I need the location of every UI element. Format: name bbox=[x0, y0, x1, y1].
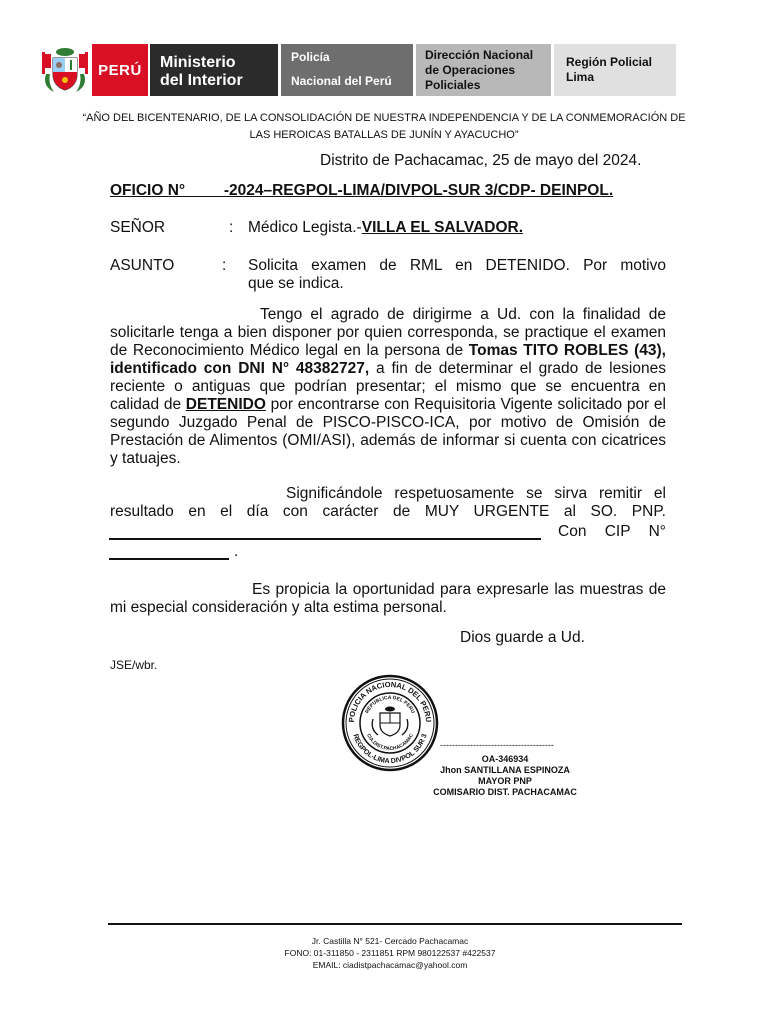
signature-block bbox=[420, 754, 590, 798]
signature-line: -------------------------------------- bbox=[440, 740, 554, 750]
region-line1: Región Policial bbox=[566, 55, 653, 69]
coat-of-arms-logo bbox=[38, 44, 92, 96]
closing-line: Dios guarde a Ud. bbox=[460, 629, 585, 646]
region-line2: Lima bbox=[566, 70, 595, 84]
peru-label: PERÚ bbox=[92, 44, 148, 96]
year-motto bbox=[60, 110, 708, 144]
direction-line3: Policiales bbox=[425, 78, 481, 92]
senor-colon: : bbox=[229, 219, 234, 236]
p1-text-c: por encontrarse con Requisitoria Vigente solicitado por el segundo Juzgado Penal de PISCO-PISCO-ICA, por motivo de Omisión de Prestación de Alimentos (OMI/ASI), además de informar si cuenta con cicatrices y tatuajes. bbox=[110, 396, 666, 467]
police-line1: Policía bbox=[291, 50, 330, 64]
direction-line1: Dirección Nacional bbox=[425, 48, 534, 62]
signature-title: COMISARIO DIST. PACHACAMAC bbox=[433, 787, 577, 797]
body-paragraph-2: Significándole respetuosamente se sirva remitir el resultado en el día con carácter de MUY URGENTE al SO. PNP. bbox=[110, 485, 666, 520]
oficio-number: OFICIO N° -2024–REGPOL-LIMA/DIVPOL-SUR 3/CDP- DEINPOL. bbox=[110, 182, 614, 199]
body-paragraph-3: Es propicia la oportunidad para expresarle las muestras de mi especial consideración y alta estima personal. bbox=[110, 581, 666, 616]
coat-of-arms-icon bbox=[38, 44, 92, 96]
direction-label bbox=[416, 44, 551, 96]
police-line2: Nacional del Perú bbox=[291, 74, 392, 88]
blank-name-line bbox=[109, 538, 541, 540]
asunto-value bbox=[248, 257, 666, 293]
signature-name: Jhon SANTILLANA ESPINOZA bbox=[440, 765, 570, 775]
motto-line1: “AÑO DEL BICENTENARIO, DE LA CONSOLIDACIÓN DE NUESTRA INDEPENDENCIA Y DE LA CONMEMORACIÓN DE bbox=[82, 112, 686, 124]
ministry-label bbox=[150, 44, 278, 96]
footer-address: Jr. Castilla N° 521- Cercado Pachacamac bbox=[311, 936, 469, 946]
p1-person: Tomas TITO ROBLES (43), identificado con DNI N° 48382727, bbox=[110, 342, 666, 377]
senor-value bbox=[248, 219, 523, 237]
senor-value-strong: VILLA EL SALVADOR. bbox=[361, 219, 524, 236]
signature-rank: MAYOR PNP bbox=[478, 776, 532, 786]
stamp-outer-text: POLICIA NACIONAL DEL PERU bbox=[346, 679, 434, 723]
cip-period: . bbox=[234, 543, 239, 560]
signature-cip: OA-346934 bbox=[481, 754, 529, 764]
asunto-colon: : bbox=[222, 257, 227, 274]
footer-phone: FONO: 01-311850 - 2311851 RPM 980122537 #422537 bbox=[284, 948, 496, 958]
asunto-line1: Solicita examen de RML en DETENIDO. Por motivo bbox=[248, 257, 666, 274]
initials: JSE/wbr. bbox=[110, 658, 158, 672]
body-paragraph-1 bbox=[110, 306, 666, 468]
stamp-inner-text: REPUBLICA DEL PERU bbox=[364, 694, 416, 715]
stamp-inner-bottom: CIA.DIST.PACHACAMAC bbox=[365, 732, 415, 753]
stamp-outer-bottom: REGPOL-LIMA DIVPOL SUR 3 bbox=[351, 733, 429, 766]
footer-email: EMAIL: ciadistpachacamac@yahool.com bbox=[312, 960, 468, 970]
blank-cip-line bbox=[109, 558, 229, 560]
svg-text:REPUBLICA DEL PERU bbox=[364, 695, 416, 715]
cip-label: Con CIP N° bbox=[558, 523, 666, 540]
asunto-label: ASUNTO bbox=[110, 257, 175, 274]
date-line: Distrito de Pachacamac, 25 de mayo del 2024. bbox=[320, 152, 642, 169]
police-label bbox=[281, 44, 413, 96]
footer bbox=[200, 935, 580, 971]
motto-line2: LAS HEROICAS BATALLAS DE JUNÍN Y AYACUCHO” bbox=[249, 129, 519, 141]
senor-value-prefix: Médico Legista.- bbox=[248, 219, 362, 236]
footer-divider bbox=[108, 923, 682, 925]
region-label bbox=[554, 44, 676, 96]
ministry-line2: del Interior bbox=[160, 72, 243, 89]
p1-status: DETENIDO bbox=[185, 396, 266, 413]
p1-text-b: a fin de determinar el grado de lesiones reciente o antiguas que podrían presentar; el mismo que se encuentra en calidad de bbox=[110, 360, 666, 413]
asunto-line2: que se indica. bbox=[248, 275, 344, 292]
p1-text-a: Tengo el agrado de dirigirme a Ud. con la finalidad de solicitarle tenga a bien disponer por quien corresponda, se practique el examen de Reconocimiento Médico legal en la persona de bbox=[110, 306, 666, 359]
ministry-line1: Ministerio bbox=[160, 54, 236, 71]
direction-line2: de Operaciones bbox=[425, 63, 516, 77]
senor-label: SEÑOR bbox=[110, 219, 166, 236]
